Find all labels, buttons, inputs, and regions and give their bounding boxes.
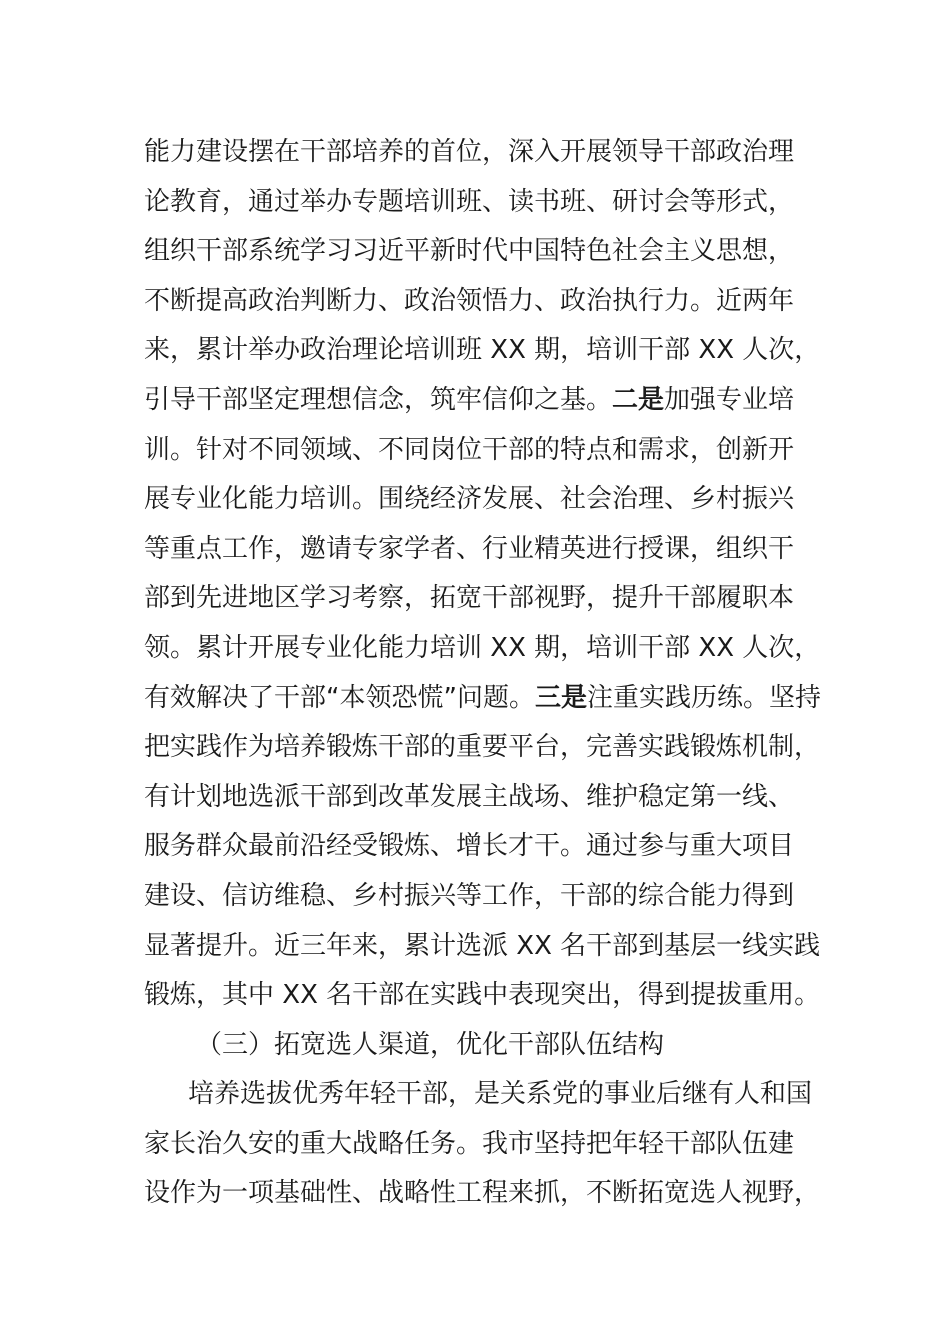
text-line: 锻炼，其中 XX 名干部在实践中表现突出，得到提拔重用。 [144, 980, 821, 1011]
text-line: 展专业化能力培训。围绕经济发展、社会治理、乡村振兴 [144, 484, 795, 515]
text-line: 家长治久安的重大战略任务。我市坚持把年轻干部队伍建 [144, 1128, 795, 1159]
text-line: 来，累计举办政治理论培训班 XX 期，培训干部 XX 人次， [144, 335, 821, 366]
text-line-mixed [144, 674, 821, 724]
text-line: 培养选拔优秀年轻干部，是关系党的事业后继有人和国 [188, 1079, 813, 1110]
text-line: 部到先进地区学习考察，拓宽干部视野，提升干部履职本 [144, 583, 795, 614]
text-line: 领。累计开展专业化能力培训 XX 期，培训干部 XX 人次， [144, 632, 821, 663]
bold-ordinal: 三是 [534, 682, 587, 713]
text-line: 把实践作为培养锻炼干部的重要平台，完善实践锻炼机制， [144, 732, 821, 763]
text-segment: 注重实践历练。坚持 [586, 682, 821, 713]
text-line: 不断提高政治判断力、政治领悟力、政治执行力。近两年 [144, 285, 795, 316]
text-line: 有计划地选派干部到改革发展主战场、维护稳定第一线、 [144, 781, 795, 812]
bold-ordinal: 二是 [612, 384, 665, 415]
text-segment: 引导干部坚定理想信念，筑牢信仰之基。 [144, 384, 613, 415]
text-line: 服务群众最前沿经受锻炼、增长才干。通过参与重大项目 [144, 831, 795, 862]
text-segment: 加强专业培 [664, 384, 795, 415]
text-line: 训。针对不同领域、不同岗位干部的特点和需求，创新开 [144, 434, 795, 465]
text-line: 建设、信访维稳、乡村振兴等工作，干部的综合能力得到 [144, 880, 795, 911]
text-line: 显著提升。近三年来，累计选派 XX 名干部到基层一线实践 [144, 930, 821, 961]
text-line: 组织干部系统学习习近平新时代中国特色社会主义思想， [144, 236, 795, 267]
section-heading: （三）拓宽选人渠道，优化干部队伍结构 [196, 1029, 665, 1060]
text-line: 能力建设摆在干部培养的首位，深入开展领导干部政治理 [144, 137, 795, 167]
text-line: 等重点工作，邀请专家学者、行业精英进行授课，组织干 [144, 533, 795, 564]
text-line-mixed [144, 376, 806, 426]
text-line: 论教育，通过举办专题培训班、读书班、研讨会等形式， [144, 186, 795, 217]
text-line: 设作为一项基础性、战略性工程来抓，不断拓宽选人视野， [144, 1178, 821, 1209]
document-body [144, 128, 821, 1219]
text-segment: 有效解决了干部“本领恐慌”问题。 [144, 682, 535, 713]
